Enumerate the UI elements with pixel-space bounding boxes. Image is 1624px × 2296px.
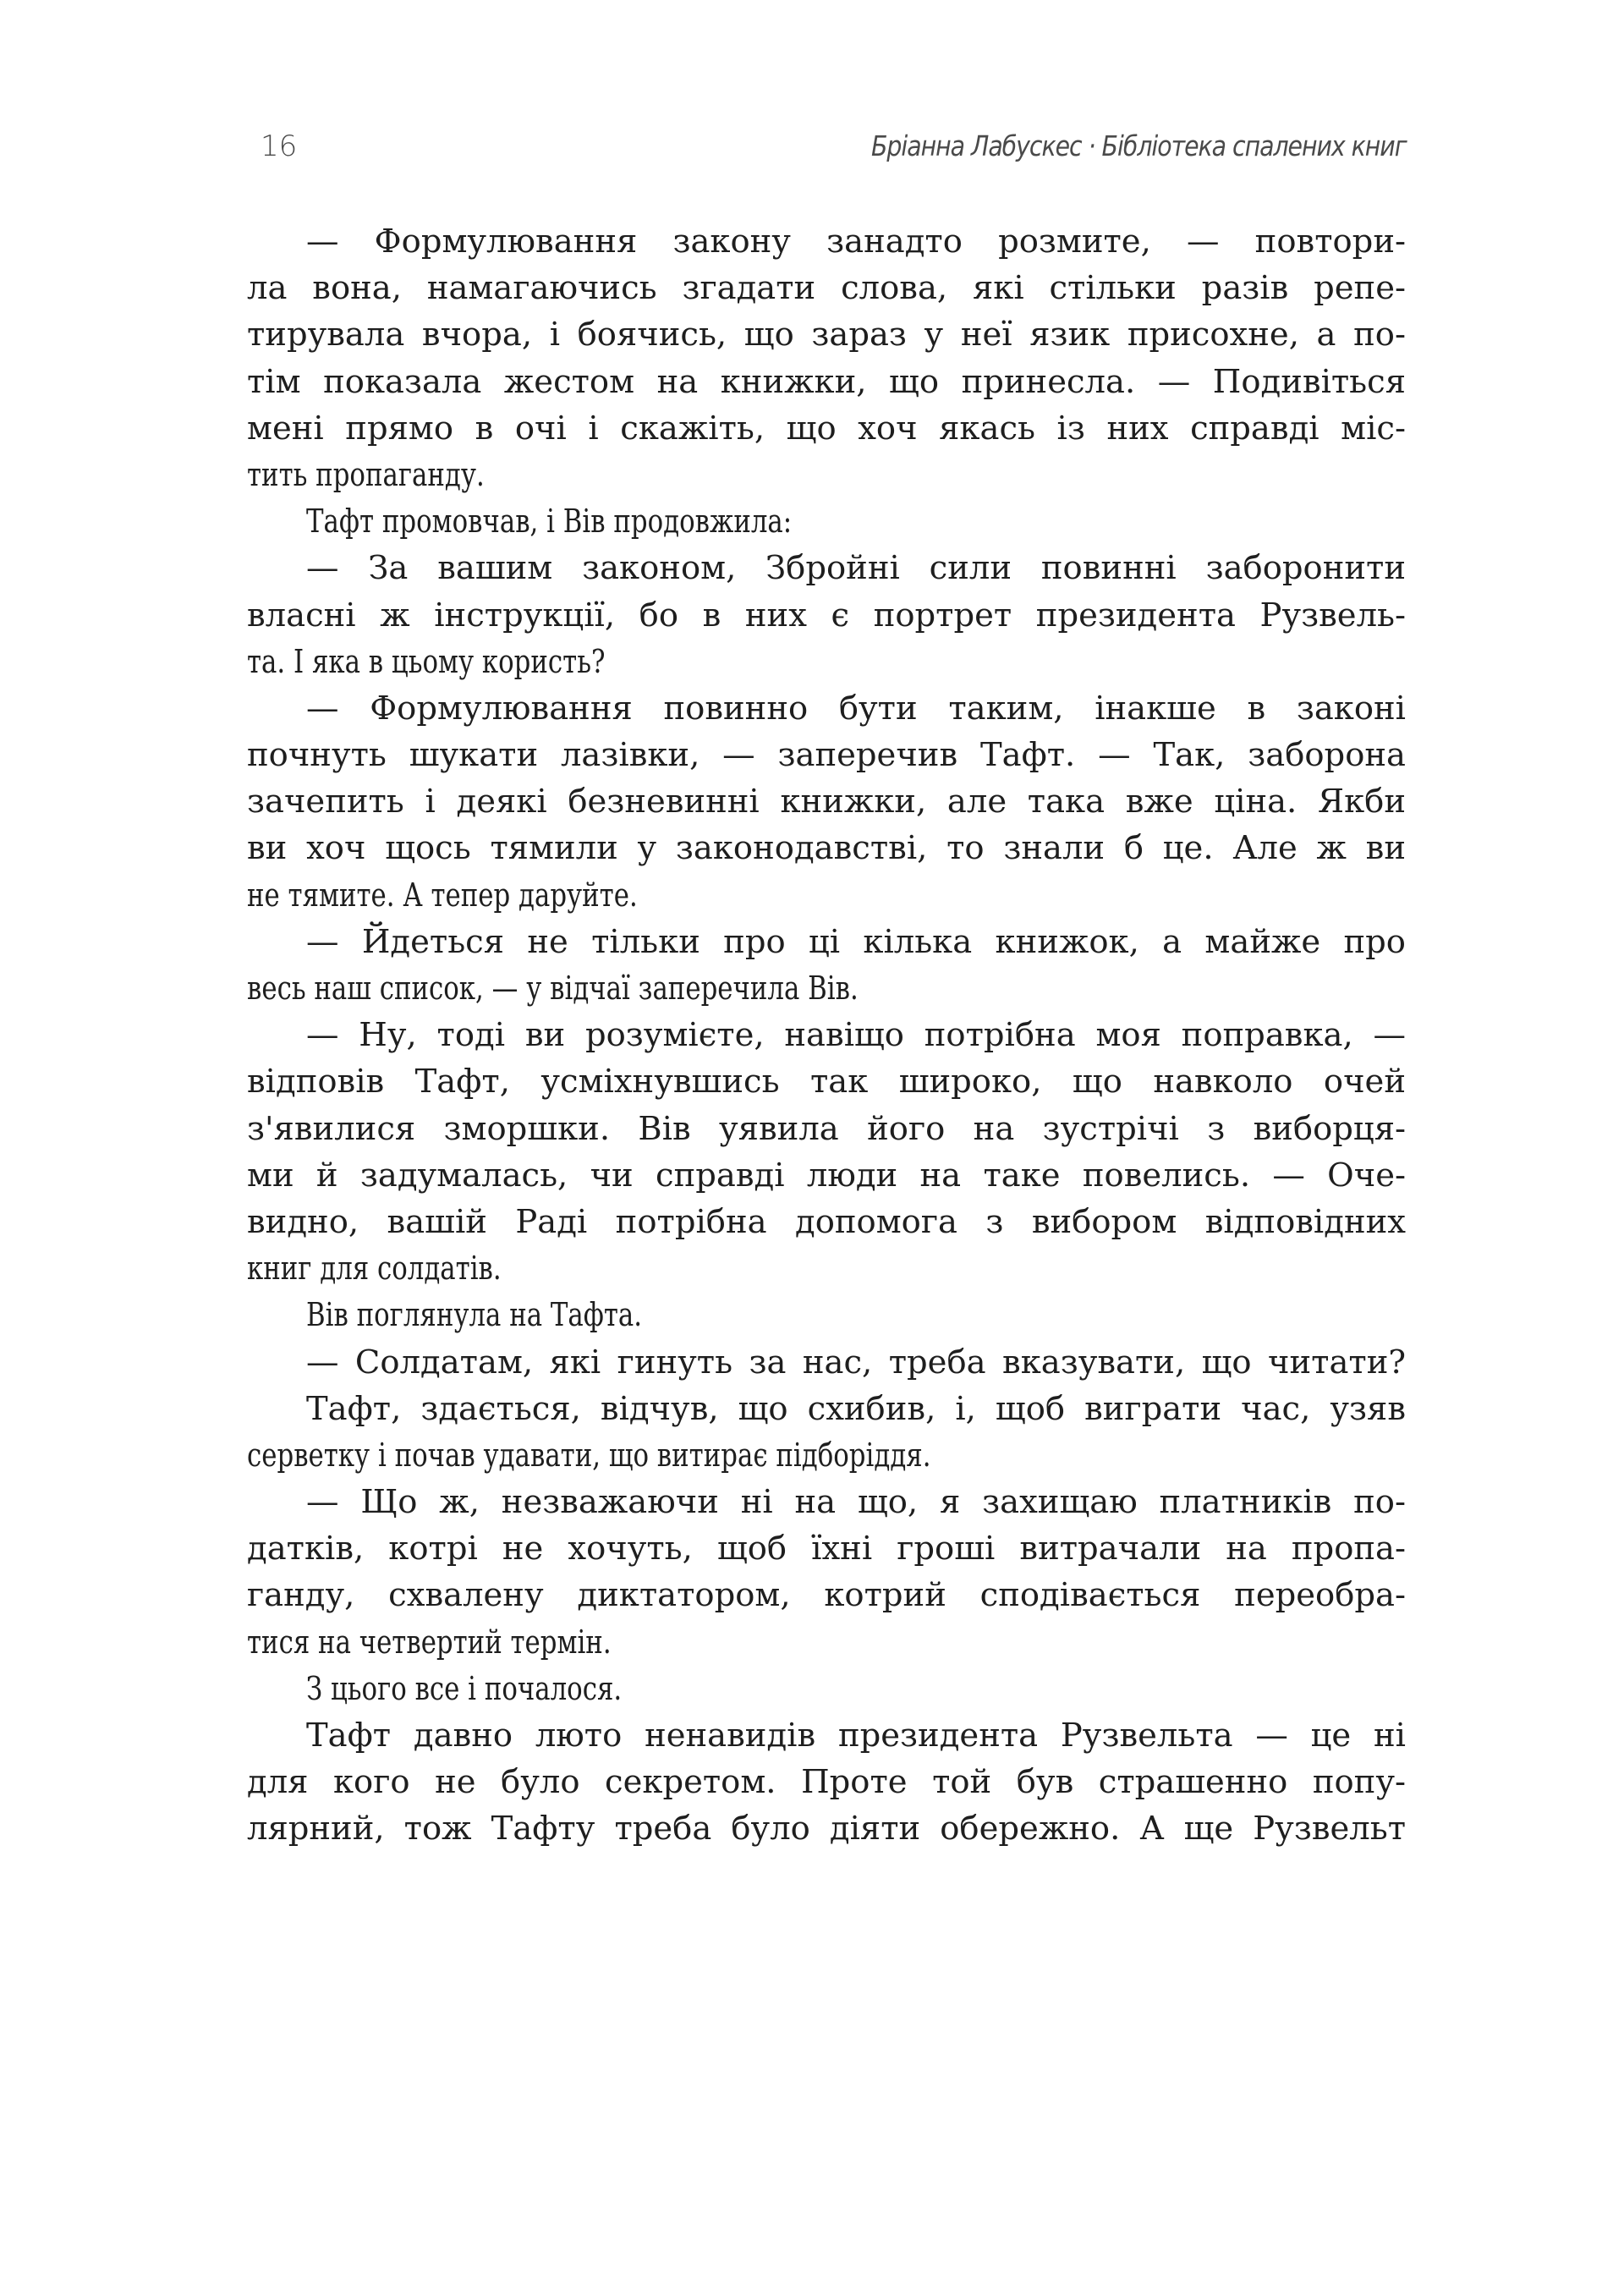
text-line — [247, 1106, 1406, 1152]
text-line-content: З цього все і почалося. — [306, 1669, 623, 1708]
text-line-content: ви хоч щось тямили у законодавстві, то знали б це. Але ж ви — [247, 829, 1406, 868]
text-line — [247, 1012, 1406, 1058]
text-line-content: Тафт, здається, відчув, що схибив, і, щоб виграти час, узяв — [306, 1389, 1406, 1428]
text-line-content: для кого не було секретом. Проте той був страшенно попу- — [247, 1763, 1406, 1802]
text-line-content: не тямите. А тепер даруйте. — [247, 876, 638, 915]
text-line-content: Тафт промовчав, і Вів продовжила: — [306, 503, 793, 541]
text-line-content: ла вона, намагаючись згадати слова, які стільки разів репе- — [247, 269, 1406, 308]
text-line-content: ми й задумалась, чи справді люди на таке повелись. — Оче- — [247, 1156, 1406, 1195]
text-line-content: — Формулювання повинно бути таким, інакше в законі — [306, 689, 1406, 728]
text-line-content: — Йдеться не тільки про ці кілька книжок, а майже про — [306, 922, 1406, 961]
text-line — [247, 639, 1406, 685]
text-line — [247, 1058, 1406, 1105]
text-line — [247, 778, 1406, 825]
text-line — [247, 1572, 1406, 1618]
text-line-content: — Ну, тоді ви розумієте, навіщо потрібна моя поправка, — — [306, 1016, 1406, 1055]
text-line — [247, 1805, 1406, 1852]
text-line — [247, 1199, 1406, 1245]
text-line — [247, 1432, 1406, 1479]
text-line — [247, 311, 1406, 358]
text-line-content: тися на четвертий термін. — [247, 1623, 612, 1662]
text-line — [247, 498, 1406, 545]
text-line — [247, 359, 1406, 405]
text-line-content: — За вашим законом, Збройні сили повинні заборонити — [306, 549, 1406, 588]
text-line — [247, 872, 1406, 919]
text-line-content: серветку і почав удавати, що витирає підборіддя. — [247, 1436, 931, 1475]
text-line-content: Тафт давно люто ненавидів президента Рузвельта — це ні — [306, 1717, 1406, 1755]
text-line-content: мені прямо в очі і скажіть, що хоч якась із них справді міс- — [247, 409, 1406, 448]
text-line-content: тирувала вчора, і боячись, що зараз у неї язик присохне, а по- — [247, 316, 1406, 354]
text-line — [247, 1479, 1406, 1525]
text-line-content: та. І яка в цьому користь? — [247, 642, 606, 681]
text-line — [247, 1619, 1406, 1666]
text-line — [247, 592, 1406, 639]
text-line — [247, 965, 1406, 1012]
text-line — [247, 1525, 1406, 1572]
text-line-content: відповів Тафт, усміхнувшись так широко, що навколо очей — [247, 1063, 1406, 1101]
text-line — [247, 1759, 1406, 1805]
text-line — [247, 1666, 1406, 1712]
text-line-content: тім показала жестом на книжки, що принесла. — Подивіться — [247, 362, 1406, 401]
text-line-content: власні ж інструкції, бо в них є портрет президента Рузвель- — [247, 596, 1406, 634]
text-line-content: Вів поглянула на Тафта. — [306, 1296, 643, 1335]
text-line — [247, 1386, 1406, 1432]
text-line-content: тить пропаганду. — [247, 455, 485, 494]
text-line — [247, 452, 1406, 498]
text-line — [247, 1339, 1406, 1386]
text-line — [247, 685, 1406, 732]
text-line-content: — Формулювання закону занадто розмите, — повтори- — [306, 222, 1406, 261]
body-text — [247, 218, 1406, 1853]
text-line-content: весь наш список, — у відчаї заперечила Вів. — [247, 969, 859, 1008]
text-line — [247, 919, 1406, 965]
text-line-content: датків, котрі не хочуть, щоб їхні гроші витрачали на пропа- — [247, 1530, 1406, 1568]
running-header — [261, 125, 1407, 168]
text-line-content: лярний, тож Тафту треба було діяти обережно. А ще Рузвельт — [247, 1810, 1406, 1848]
text-line-content: — Солдатам, які гинуть за нас, треба вказувати, що читати? — [306, 1343, 1406, 1381]
text-line-content: — Що ж, незважаючи ні на що, я захищаю платників по- — [306, 1483, 1406, 1522]
text-line — [247, 1245, 1406, 1292]
text-line — [247, 405, 1406, 452]
text-line — [247, 1292, 1406, 1338]
text-line — [247, 1152, 1406, 1199]
text-line — [247, 545, 1406, 591]
text-line — [247, 218, 1406, 265]
text-line — [247, 1712, 1406, 1759]
text-line-content: з'явилися зморшки. Вів уявила його на зустрічі з виборця- — [247, 1109, 1406, 1148]
text-line — [247, 265, 1406, 311]
text-line-content: видно, вашій Раді потрібна допомога з вибором відповідних — [247, 1202, 1406, 1241]
page-number: 16 — [261, 129, 298, 163]
running-title: Бріанна Лабускес · Бібліотека спалених книг — [871, 129, 1407, 162]
text-line-content: книг для солдатів. — [247, 1250, 502, 1288]
text-line-content: ганду, схвалену диктатором, котрий сподівається переобра- — [247, 1576, 1406, 1615]
text-line — [247, 732, 1406, 778]
text-line-content: почнуть шукати лазівки, — заперечив Тафт. — Так, заборона — [247, 736, 1406, 775]
text-line-content: зачепить і деякі безневинні книжки, але така вже ціна. Якби — [247, 783, 1406, 821]
text-line — [247, 825, 1406, 871]
